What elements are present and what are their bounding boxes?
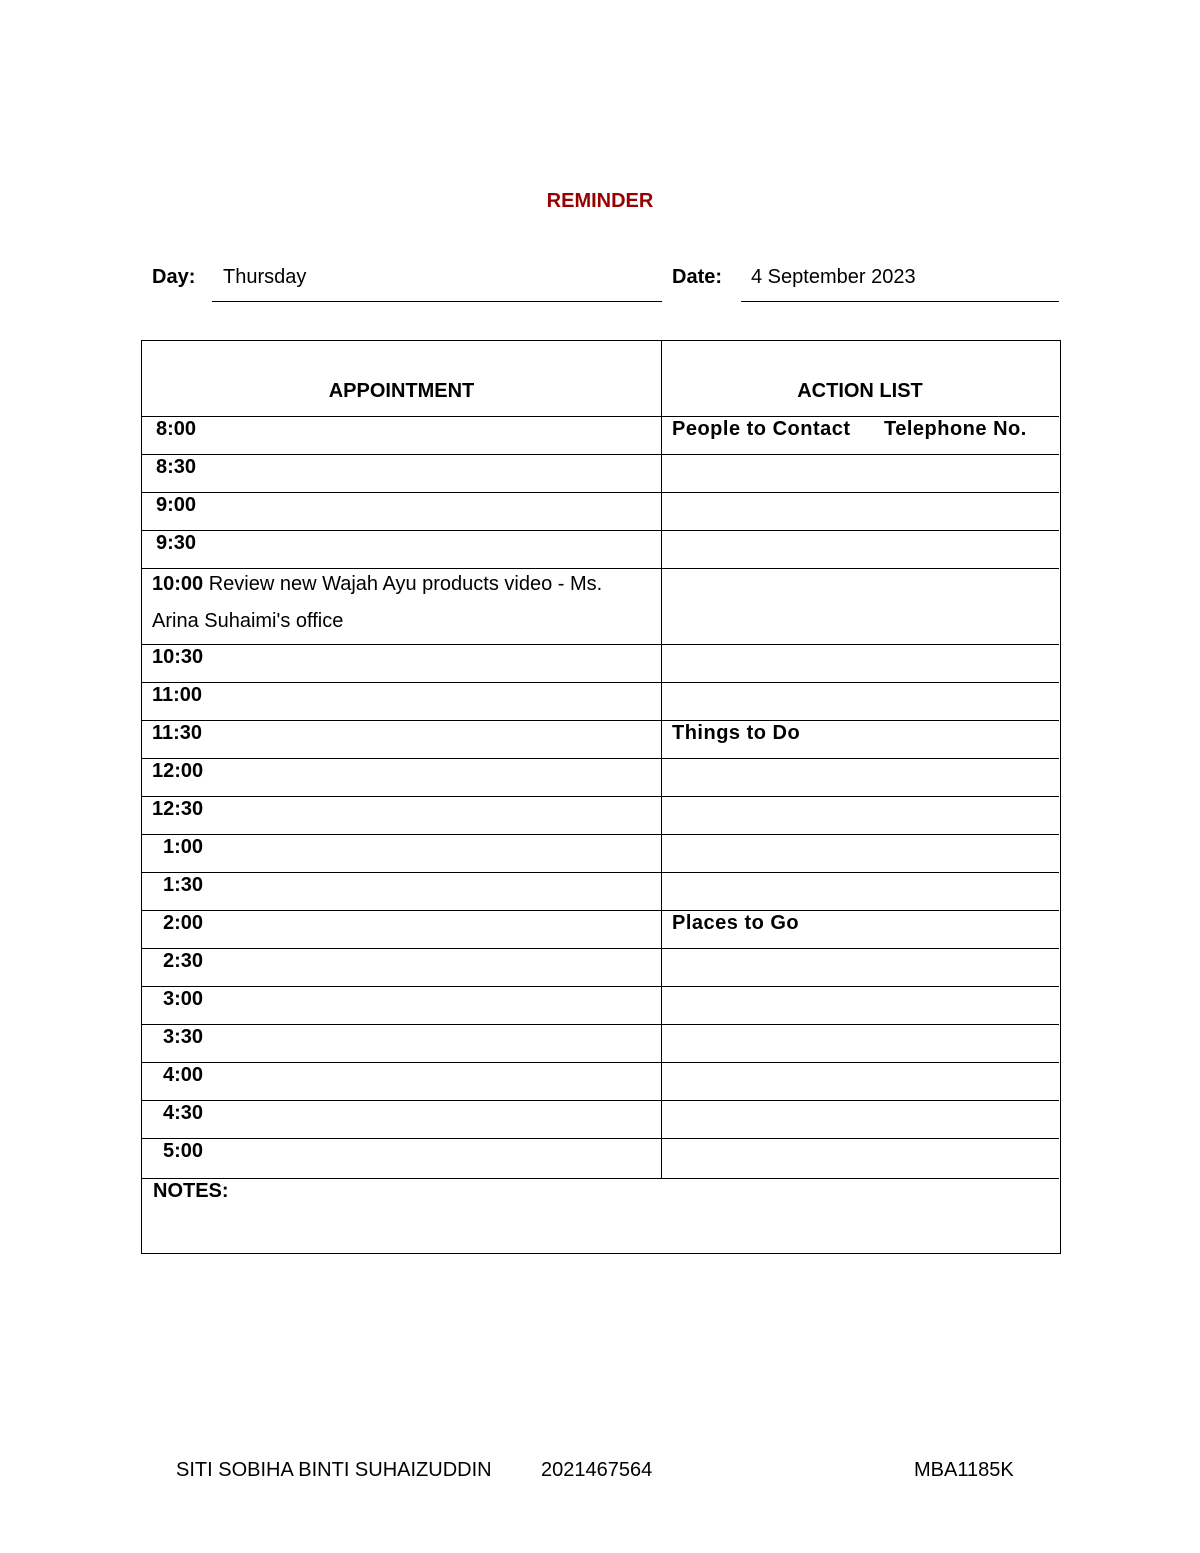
time-label: 8:00 <box>156 418 197 440</box>
row-divider <box>142 1024 1059 1025</box>
row-divider <box>142 492 1059 493</box>
time-slot[interactable] <box>163 912 203 935</box>
notes-label: NOTES: <box>153 1180 229 1202</box>
row-divider <box>142 1138 1059 1139</box>
time-label: 1:30 <box>163 874 204 896</box>
time-label: 5:00 <box>163 1140 204 1162</box>
time-label: 2:30 <box>163 950 204 972</box>
date-underline <box>741 301 1059 302</box>
time-slot[interactable] <box>156 456 196 479</box>
student-name: SITI SOBIHA BINTI SUHAIZUDDIN <box>176 1459 492 1481</box>
column-divider <box>661 341 662 1178</box>
row-divider <box>142 758 1059 759</box>
date-value[interactable]: 4 September 2023 <box>751 266 916 288</box>
course-code: MBA1185K <box>914 1459 1014 1481</box>
time-slot[interactable] <box>156 494 196 517</box>
time-label: 4:30 <box>163 1102 204 1124</box>
row-divider <box>142 416 1059 417</box>
row-divider <box>142 834 1059 835</box>
time-slot[interactable] <box>152 566 652 640</box>
day-label: Day: <box>152 266 196 288</box>
time-slot[interactable] <box>152 646 203 669</box>
time-label: 4:00 <box>163 1064 204 1086</box>
row-divider <box>142 948 1059 949</box>
things-to-do-label: Things to Do <box>672 722 801 744</box>
reminder-table <box>141 340 1061 1254</box>
page-title: REMINDER <box>546 190 654 212</box>
appointment-description: Review new Wajah Ayu products video - Ms. <box>203 573 603 595</box>
time-slot[interactable] <box>163 1064 203 1087</box>
time-slot[interactable] <box>163 874 203 897</box>
time-slot[interactable] <box>152 722 202 745</box>
time-label: 11:30 <box>152 722 203 744</box>
time-slot[interactable] <box>156 532 196 555</box>
time-label: 8:30 <box>156 456 197 478</box>
day-underline <box>212 301 662 302</box>
time-label: 11:00 <box>152 684 203 706</box>
telephone-no-label: Telephone No. <box>884 418 1027 440</box>
row-divider <box>142 986 1059 987</box>
time-slot[interactable] <box>163 950 203 973</box>
time-slot[interactable] <box>163 1026 203 1049</box>
row-divider <box>142 872 1059 873</box>
time-label: 9:00 <box>156 494 197 516</box>
day-value[interactable]: Thursday <box>223 266 307 288</box>
time-label: 9:30 <box>156 532 197 554</box>
time-slot[interactable] <box>152 684 202 707</box>
student-id: 2021467564 <box>541 1459 653 1481</box>
row-divider <box>142 910 1059 911</box>
places-to-go-label: Places to Go <box>672 912 800 934</box>
time-label: 2:00 <box>163 912 204 934</box>
row-divider <box>142 1100 1059 1101</box>
row-divider <box>142 720 1059 721</box>
time-slot[interactable] <box>152 760 203 783</box>
action-list-header: ACTION LIST <box>797 380 923 402</box>
time-slot[interactable] <box>163 1102 203 1125</box>
time-label: 12:30 <box>152 798 204 820</box>
time-slot[interactable] <box>156 418 196 441</box>
row-divider <box>142 1062 1059 1063</box>
row-divider <box>142 682 1059 683</box>
row-divider <box>142 644 1059 645</box>
time-label: 1:00 <box>163 836 204 858</box>
row-divider <box>142 1178 1059 1179</box>
people-to-contact-label: People to Contact <box>672 418 851 440</box>
row-divider <box>142 530 1059 531</box>
time-label: 12:00 <box>152 760 204 782</box>
date-label: Date: <box>672 266 723 288</box>
time-slot[interactable] <box>163 836 203 859</box>
appointment-header: APPOINTMENT <box>328 380 475 402</box>
row-divider <box>142 454 1059 455</box>
time-label: 10:30 <box>152 646 204 668</box>
appointment-location: Arina Suhaimi's office <box>152 610 344 632</box>
time-slot[interactable] <box>163 1140 203 1163</box>
row-divider <box>142 796 1059 797</box>
time-slot[interactable] <box>163 988 203 1011</box>
time-label: 3:30 <box>163 1026 204 1048</box>
time-slot[interactable] <box>152 798 203 821</box>
time-label: 10:00 <box>152 573 204 595</box>
time-label: 3:00 <box>163 988 204 1010</box>
